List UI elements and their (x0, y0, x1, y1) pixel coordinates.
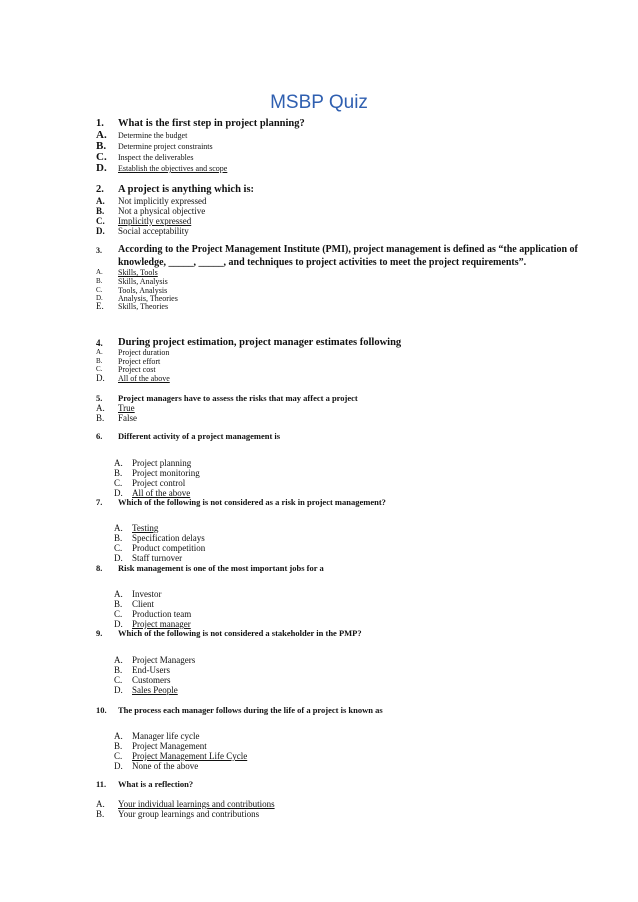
option-label: B. (96, 140, 107, 152)
option-text: Manager life cycle (132, 731, 200, 741)
option-label: D. (96, 373, 105, 383)
question-text: Risk management is one of the most important jobs for a (118, 563, 324, 573)
option-label: E. (96, 301, 104, 311)
option-text: All of the above (118, 374, 170, 383)
option-text: Determine the budget (118, 131, 188, 140)
option-label: C. (114, 478, 123, 488)
option-text: Your group learnings and contributions (118, 809, 260, 819)
option-text: Project Management (132, 741, 207, 751)
option-text: Investor (132, 589, 162, 599)
option-label: B. (114, 741, 123, 751)
option-label: C. (114, 675, 123, 685)
question-number: 11. (96, 779, 107, 789)
option-text: Skills, Theories (118, 302, 169, 311)
option-text: Not a physical objective (118, 206, 206, 216)
option-label: D. (114, 685, 123, 695)
page-title: MSBP Quiz (270, 92, 368, 113)
option-label: D. (114, 619, 123, 629)
option-label: D. (114, 488, 123, 498)
option-text: Testing (132, 523, 159, 533)
option-label: B. (114, 599, 123, 609)
option-label: C. (96, 216, 105, 226)
option-text: Customers (132, 675, 171, 685)
question-text: What is the first step in project planning? (118, 118, 305, 129)
option-text: False (118, 413, 137, 423)
option-text: Project Managers (132, 655, 196, 665)
question-number: 10. (96, 705, 107, 715)
option-text: Project control (132, 478, 186, 488)
option-text: Your individual learnings and contributions (118, 799, 275, 809)
option-label: B. (96, 357, 103, 365)
question-number: 1. (96, 118, 104, 129)
option-label: B. (96, 206, 105, 216)
option-label: A. (114, 655, 123, 665)
option-label: A. (96, 268, 103, 276)
option-text: Client (132, 599, 154, 609)
question-text: Different activity of a project management is (118, 431, 281, 441)
option-label: C. (96, 286, 103, 294)
option-text: Project manager (132, 619, 191, 629)
question-text: During project estimation, project manager estimates following (118, 337, 402, 348)
question-number: 3. (96, 246, 102, 255)
question-text: A project is anything which is: (118, 184, 255, 195)
option-label: D. (96, 294, 103, 302)
question-number: 6. (96, 431, 103, 441)
question-text: Project managers have to assess the risks that may affect a project (118, 393, 358, 403)
option-text: Tools, Analysis (118, 286, 168, 295)
option-label: D. (114, 761, 123, 771)
option-text: True (118, 403, 135, 413)
question-number: 5. (96, 393, 103, 403)
option-text: Skills, Analysis (118, 277, 168, 286)
option-text: Project planning (132, 458, 192, 468)
option-text: Inspect the deliverables (118, 153, 194, 162)
option-label: A. (114, 523, 123, 533)
option-label: D. (114, 553, 123, 563)
option-label: A. (96, 403, 105, 413)
option-label: C. (96, 365, 103, 373)
option-text: Project monitoring (132, 468, 200, 478)
option-text: Not implicitly expressed (118, 196, 207, 206)
option-text: Determine project constraints (118, 142, 213, 151)
question-number: 4. (96, 338, 103, 348)
option-label: C. (114, 543, 123, 553)
option-label: C. (96, 151, 107, 163)
option-text: Project duration (118, 348, 170, 357)
option-text: Product competition (132, 543, 206, 553)
option-label: A. (96, 129, 107, 141)
option-label: B. (96, 809, 105, 819)
option-text: Production team (132, 609, 192, 619)
question-text: What is a reflection? (118, 779, 194, 789)
option-text: Project effort (118, 357, 161, 366)
option-text: Establish the objectives and scope (118, 164, 228, 173)
question-text: The process each manager follows during the life of a project is known as (118, 705, 383, 715)
option-text: Implicitly expressed (118, 216, 192, 226)
question-text: According to the Project Management Institute (PMI), project management is defined as “the application of knowledge, _____, _____, and techniques to project activities to meet the project requirements”. (118, 244, 578, 268)
option-text: Skills, Tools (118, 268, 158, 277)
option-label: A. (114, 589, 123, 599)
option-text: All of the above (132, 488, 191, 498)
option-label: C. (114, 609, 123, 619)
option-label: A. (96, 799, 105, 809)
option-label: B. (96, 413, 105, 423)
option-label: A. (114, 458, 123, 468)
option-text: Sales People (132, 685, 178, 695)
option-label: A. (114, 731, 123, 741)
question-number: 8. (96, 563, 103, 573)
option-label: A. (96, 348, 103, 356)
option-text: Staff turnover (132, 553, 183, 563)
question-text: Which of the following is not considered a stakeholder in the PMP? (118, 628, 362, 638)
option-text: Analysis, Theories (118, 294, 178, 303)
option-label: B. (114, 665, 123, 675)
option-text: Project cost (118, 365, 156, 374)
question-number: 2. (96, 184, 104, 195)
option-text: None of the above (132, 761, 199, 771)
option-text: End-Users (132, 665, 170, 675)
option-text: Specification delays (132, 533, 205, 543)
option-text: Social acceptability (118, 226, 189, 236)
question-text: Which of the following is not considered as a risk in project management? (118, 497, 386, 507)
option-label: C. (114, 751, 123, 761)
question-number: 7. (96, 497, 103, 507)
question-number: 9. (96, 628, 103, 638)
option-text: Project Management Life Cycle (132, 751, 248, 761)
option-label: B. (96, 277, 103, 285)
option-label: A. (96, 196, 105, 206)
option-label: B. (114, 533, 123, 543)
option-label: D. (96, 226, 105, 236)
option-label: D. (96, 162, 107, 174)
option-label: B. (114, 468, 123, 478)
